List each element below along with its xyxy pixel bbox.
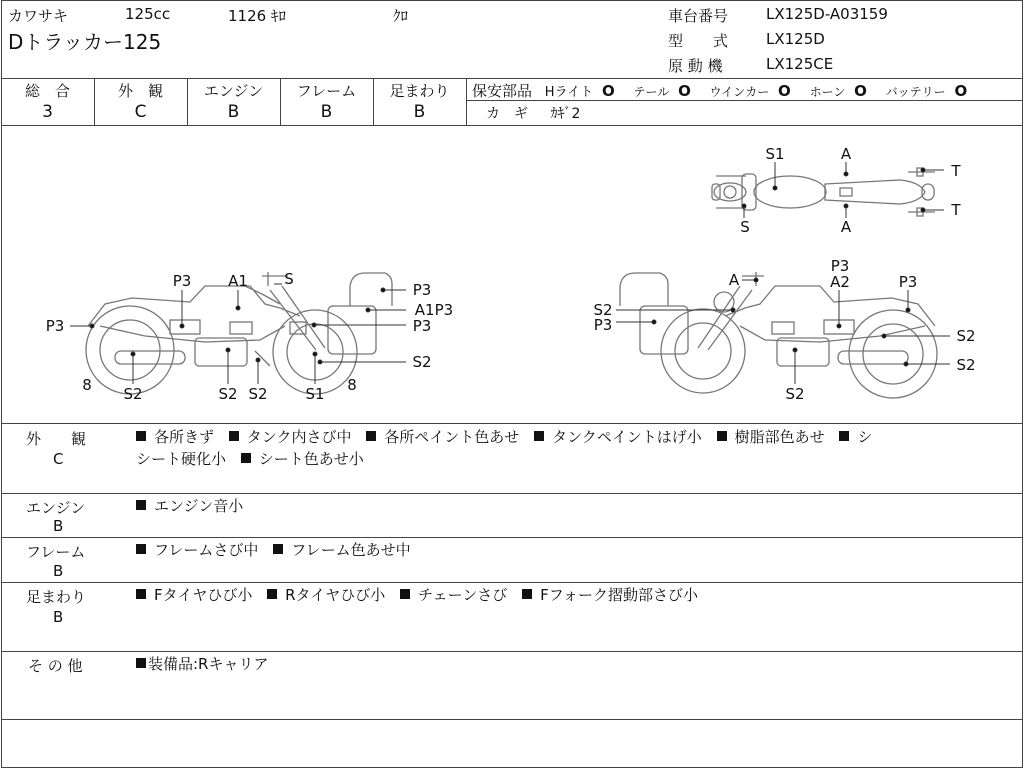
exterior-note: シート色あせ小 <box>241 450 364 468</box>
other-note: 装備品:Rキャリア <box>136 655 268 673</box>
engine-note: エンジン音小 <box>136 497 243 515</box>
diag-left-p3-a: P3 <box>172 272 192 290</box>
safety-winker-label: ウインカー <box>709 85 770 99</box>
diag-top-s: S <box>740 218 750 236</box>
exterior-note: タンクペイントはげ小 <box>534 428 702 446</box>
grade-engine-value: B <box>227 102 240 122</box>
safety-horn-mark: O <box>854 82 867 100</box>
diag-left-p3-d: P3 <box>412 317 432 335</box>
suspension-note: チェーンさび <box>400 586 507 604</box>
safety-battery-mark: O <box>954 82 968 100</box>
mileage: 1126 ｷﾛ <box>228 7 286 25</box>
grade-frame-label: フレーム <box>296 82 357 100</box>
grade-engine-label: エンジン <box>203 82 264 100</box>
diag-left-8b: 8 <box>347 376 357 394</box>
diag-top-t2: T <box>951 201 961 219</box>
grade-total-label: 総 合 <box>24 82 70 100</box>
section-engine-grade: B <box>53 517 64 535</box>
left-side-bike <box>86 272 392 394</box>
top-view-bike <box>712 168 935 216</box>
diag-left-s1: S1 <box>305 385 325 403</box>
diag-left-s2-c: S2 <box>218 385 238 403</box>
exterior-note: 各所きず <box>136 428 214 446</box>
diag-left-s2-a: S2 <box>412 353 432 371</box>
color: ｸﾛ <box>393 7 409 25</box>
diag-left-8a: 8 <box>82 376 92 394</box>
safety-winker-mark: O <box>778 82 791 100</box>
frame-note: フレーム色あせ中 <box>273 541 410 559</box>
right-side-bike <box>620 272 937 398</box>
engine-value: LX125CE <box>766 55 834 73</box>
section-suspension-title: 足まわり <box>26 588 87 606</box>
safety-battery-label: バッテリー <box>885 85 946 99</box>
suspension-note: Fタイヤひび小 <box>136 586 252 604</box>
diag-top-t1: T <box>951 162 961 180</box>
type-label: 型 式 <box>668 32 729 50</box>
safety-headlight-mark: O <box>601 82 615 100</box>
section-frame-notes <box>136 539 421 561</box>
frame-note: フレームさび中 <box>136 541 258 559</box>
exterior-note: タンク内さび中 <box>229 428 352 446</box>
section-exterior-grade: C <box>53 450 64 468</box>
safety-tail-label: テール <box>633 85 670 99</box>
key-label: カ ギ <box>486 106 528 122</box>
diag-left-s: S <box>284 270 294 288</box>
engine-label: 原 動 機 <box>668 57 723 75</box>
diag-left-s2-b: S2 <box>123 385 143 403</box>
frame-no: LX125D-A03159 <box>766 5 888 23</box>
key-row <box>486 103 580 123</box>
section-suspension-notes <box>136 584 708 606</box>
safety-tail-mark: O <box>678 82 691 100</box>
grade-suspension-label: 足まわり <box>389 82 450 100</box>
safety-parts <box>472 80 1022 100</box>
diag-left-s2-d: S2 <box>248 385 268 403</box>
key-value: ｶｷﾞ2 <box>550 106 581 122</box>
diag-right-s2-d: S2 <box>785 385 805 403</box>
maker: カワサキ <box>8 7 69 25</box>
damage-diagram <box>0 126 1022 422</box>
diag-right-s2-c: S2 <box>956 356 976 374</box>
section-engine-notes <box>136 495 253 517</box>
section-frame-grade: B <box>53 562 64 580</box>
diag-left-a1p3: A1P3 <box>414 301 454 319</box>
diag-right-s2-a: S2 <box>593 301 613 319</box>
diag-right-s2-b: S2 <box>956 327 976 345</box>
diag-right-a: A <box>728 271 740 289</box>
section-exterior-title: 外 観 <box>26 430 87 448</box>
section-engine-title: エンジン <box>26 499 86 517</box>
section-other-notes <box>136 653 278 675</box>
diag-top-s1: S1 <box>765 145 785 163</box>
safety-label: 保安部品 <box>472 82 533 100</box>
suspension-note: Fフォーク摺動部さび小 <box>522 586 698 604</box>
exterior-note: シート硬化小 <box>136 450 227 468</box>
safety-headlight-label: Hライト <box>544 85 594 100</box>
diag-top-a2: A <box>840 218 852 236</box>
diag-left-p3-b: P3 <box>45 317 65 335</box>
diag-top-a: A <box>840 145 852 163</box>
exterior-note: 各所ペイント色あせ <box>366 428 519 446</box>
exterior-note-tail: シ <box>839 428 872 446</box>
displacement: 125cc <box>125 5 171 23</box>
grade-suspension-value: B <box>413 102 426 122</box>
grade-exterior-value: C <box>134 102 147 122</box>
grade-frame-value: B <box>320 102 333 122</box>
diag-right-p3-c: P3 <box>593 316 613 334</box>
section-frame-title: フレーム <box>26 543 86 561</box>
exterior-note: 樹脂部色あせ <box>717 428 825 446</box>
frame-no-label: 車台番号 <box>668 7 729 25</box>
section-exterior-notes <box>136 426 1016 470</box>
section-suspension-grade: B <box>53 608 64 626</box>
diag-right-a2: A2 <box>830 273 850 291</box>
diag-right-p3-a: P3 <box>830 257 850 275</box>
diag-left-p3-c: P3 <box>412 281 432 299</box>
model-name: Dトラッカー125 <box>8 30 162 54</box>
section-other-title: そ の 他 <box>28 657 83 675</box>
diag-left-a1: A1 <box>228 272 248 290</box>
diag-right-p3-b: P3 <box>898 273 918 291</box>
safety-horn-label: ホーン <box>809 85 846 99</box>
suspension-note: Rタイヤひび小 <box>267 586 385 604</box>
grade-exterior-label: 外 観 <box>117 82 163 100</box>
type-value: LX125D <box>766 30 825 48</box>
grade-total-value: 3 <box>42 102 53 122</box>
